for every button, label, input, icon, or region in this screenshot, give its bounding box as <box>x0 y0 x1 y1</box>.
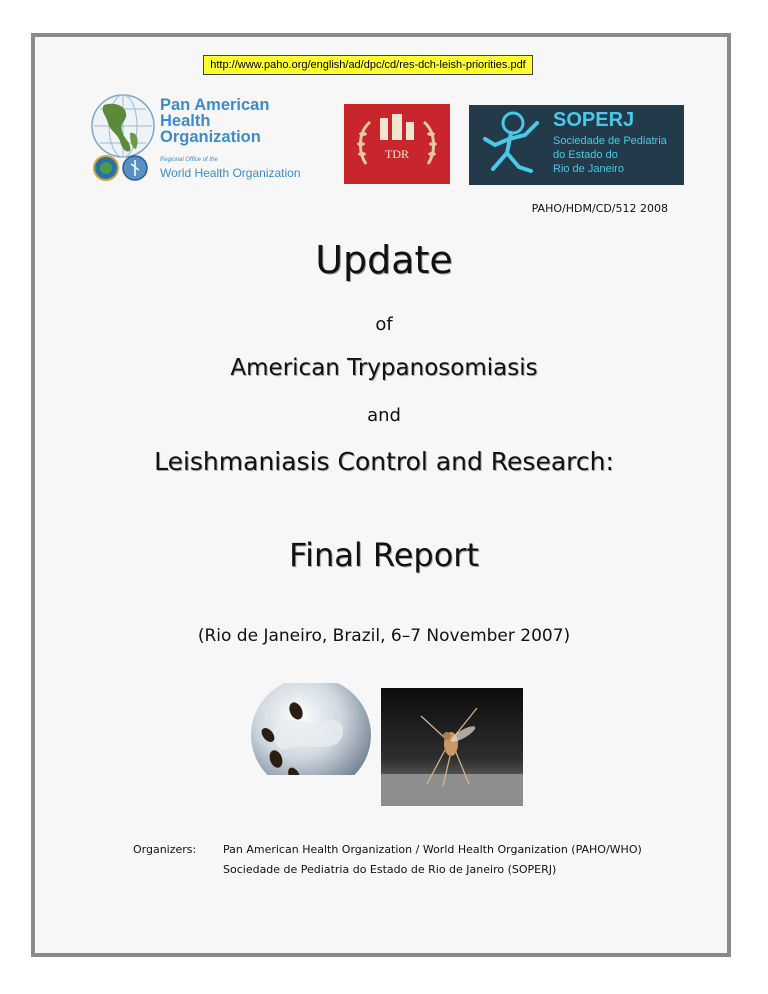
runner-icon <box>473 109 553 181</box>
title-update: Update <box>315 238 453 282</box>
title-of: of <box>375 314 393 335</box>
source-url[interactable]: http://www.paho.org/english/ad/dpc/cd/res-dch-leish-priorities.pdf <box>203 55 533 75</box>
soperj-line: do Estado do <box>553 149 618 161</box>
meeting-place-date: (Rio de Janeiro, Brazil, 6–7 November 2007) <box>197 626 571 646</box>
title-leishmaniasis: Leishmaniasis Control and Research: <box>154 447 614 476</box>
paho-name-line: Health <box>160 112 211 130</box>
soperj-logo <box>469 105 684 185</box>
paho-logo <box>90 93 305 185</box>
paho-subtitle: World Health Organization <box>160 166 301 180</box>
soperj-line: Sociedade de Pediatria <box>553 135 667 147</box>
organizers-label: Organizers: <box>133 843 197 856</box>
paho-name-line: Organization <box>160 128 261 146</box>
who-seal-icon <box>122 155 148 181</box>
soperj-title: SOPERJ <box>553 109 635 131</box>
paho-name-line: Pan American <box>160 96 270 114</box>
tdr-logo <box>344 104 450 184</box>
sand-fly-image <box>381 688 523 806</box>
tdr-label: TDR <box>385 147 409 161</box>
paho-subtitle-small: Regional Office of the <box>160 157 218 163</box>
title-american-trypanosomiasis: American Trypanosomiasis <box>230 355 538 381</box>
globe-bugs-image <box>248 683 374 775</box>
document-number: PAHO/HDM/CD/512 2008 <box>531 202 668 215</box>
title-final-report: Final Report <box>289 536 479 574</box>
title-and: and <box>367 405 401 426</box>
paho-seal-icon <box>93 155 119 181</box>
soperj-line: Rio de Janeiro <box>553 163 624 175</box>
globe-icon <box>90 93 156 159</box>
paho-name <box>160 97 269 145</box>
organizer-line: Pan American Health Organization / World Health Organization (PAHO/WHO) <box>223 843 642 856</box>
organizer-line: Sociedade de Pediatria do Estado de Rio de Janeiro (SOPERJ) <box>223 863 557 876</box>
